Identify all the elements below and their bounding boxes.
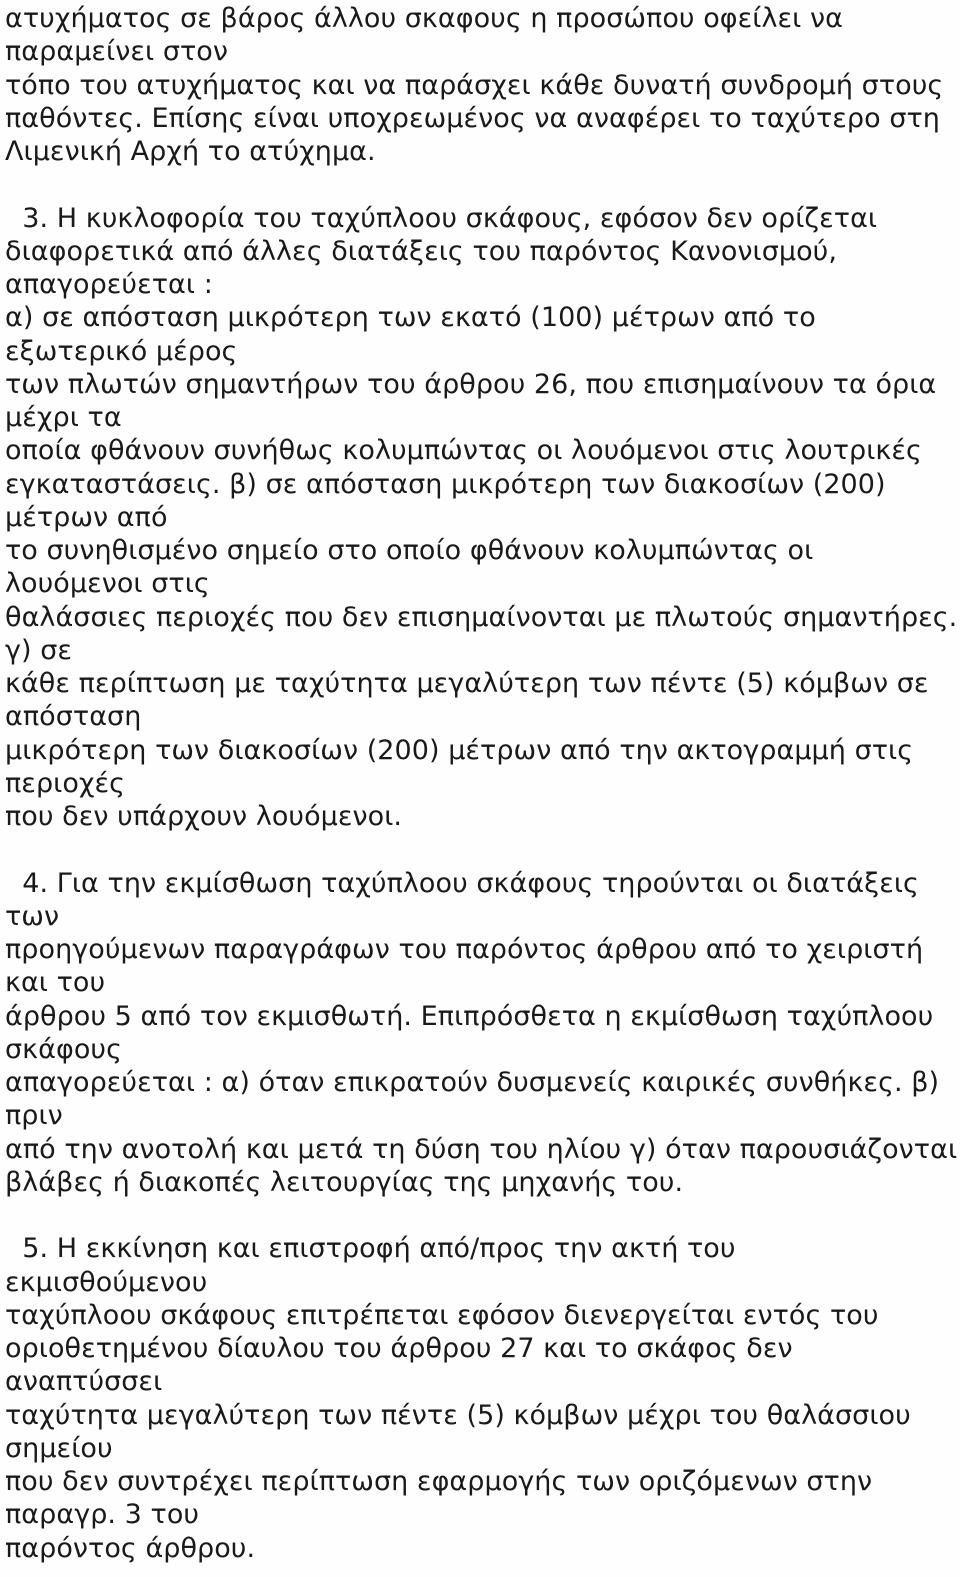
- text-line: από την ανοτολή και μετά τη δύση του ηλίου γ) όταν παρουσιάζονται: [5, 1133, 958, 1165]
- text-line: που δεν συντρέχει περίπτωση εφαρμογής των οριζόμενων στην: [5, 1466, 873, 1497]
- text-line: εκμισθούμενου: [5, 1266, 208, 1298]
- text-line: εγκαταστάσεις. β) σε απόσταση μικρότερη των διακοσίων (200): [5, 468, 886, 500]
- text-line: περιοχές: [5, 767, 126, 799]
- text-line: λουόμενοι στις: [5, 568, 210, 600]
- text-line: σημείου: [5, 1432, 113, 1464]
- text-line: Λιμενική Αρχή το ατύχημα.: [5, 136, 376, 167]
- paragraph-4-start: 4. Για την εκμίσθωση ταχύπλοου σκάφους τηρούνται οι διατάξεις: [5, 867, 919, 899]
- text-line: ατυχήματος σε βάρος άλλου σκαφους η προσώπου οφείλει να: [5, 3, 843, 34]
- text-line: σκάφους: [5, 1033, 122, 1065]
- text-line: εξωτερικό μέρος: [5, 335, 238, 367]
- text-line: οριοθετημένου δίαυλου του άρθρου 27 και το σκάφος δεν: [5, 1333, 793, 1364]
- text-line: ταχύπλοου σκάφους επιτρέπεται εφόσον διενεργείται εντός του: [5, 1299, 879, 1331]
- paragraph-spacer: [5, 168, 954, 201]
- text-line: παραμείνει στον: [5, 36, 229, 68]
- text-line: παραγρ. 3 του: [5, 1499, 200, 1531]
- paragraph-spacer: [5, 833, 954, 866]
- text-line: αναπτύσσει: [5, 1366, 163, 1398]
- text-line: οποία φθάνουν συνήθως κολυμπώντας οι λουόμενοι στις λουτρικές: [5, 435, 922, 467]
- text-line: προηγούμενων παραγράφων του παρόντος άρθρου από το χειριστή: [5, 934, 924, 965]
- text-line: παρόντος άρθρου.: [5, 1532, 256, 1564]
- text-line: παθόντες. Επίσης είναι υποχρεωμένος να αναφέρει το ταχύτερο στη: [5, 102, 940, 134]
- text-line: τόπο του ατυχήματος και να παράσχει κάθε δυνατή συνδρομή στους: [5, 69, 944, 101]
- text-line: απόσταση: [5, 701, 142, 733]
- text-line: ταχύτητα μεγαλύτερη των πέντε (5) κόμβων μέχρι του θαλάσσιου: [5, 1399, 911, 1431]
- paragraph-5-start: 5. Η εκκίνηση και επιστροφή από/προς την ακτή του: [5, 1233, 736, 1265]
- text-line: απαγορεύεται : α) όταν επικρατούν δυσμενείς καιρικές συνθήκες. β): [5, 1067, 940, 1098]
- text-line: των: [5, 900, 60, 932]
- text-line: που δεν υπάρχουν λουόμενοι.: [5, 801, 403, 832]
- text-line: μέχρι τα: [5, 402, 122, 433]
- text-line: το συνηθισμένο σημείο στο οποίο φθάνουν κολυμπώντας οι: [5, 535, 814, 566]
- text-line: μικρότερη των διακοσίων (200) μέτρων από την ακτογραμμή στις: [5, 734, 914, 766]
- text-line: κάθε περίπτωση με ταχύτητα μεγαλύτερη των πέντε (5) κόμβων σε: [5, 668, 929, 699]
- text-line: μέτρων από: [5, 501, 168, 533]
- paragraph-spacer: [5, 1199, 954, 1232]
- text-line: απαγορεύεται :: [5, 269, 213, 300]
- text-line: γ) σε: [5, 634, 73, 666]
- text-line: α) σε απόσταση μικρότερη των εκατό (100) μέτρων από το: [5, 302, 816, 334]
- text-line: πριν: [5, 1100, 63, 1132]
- text-line: άρθρου 5 από τον εκμισθωτή. Επιπρόσθετα η εκμίσθωση ταχύπλοου: [5, 1000, 934, 1032]
- paragraph-3-start: 3. Η κυκλοφορία του ταχύπλοου σκάφους, εφόσον δεν ορίζεται: [5, 202, 878, 234]
- text-line: βλάβες ή διακοπές λειτουργίας της μηχανής του.: [5, 1166, 684, 1198]
- text-line: θαλάσσιες περιοχές που δεν επισημαίνονται με πλωτούς σημαντήρες.: [5, 601, 958, 633]
- text-line: των πλωτών σημαντήρων του άρθρου 26, που επισημαίνουν τα όρια: [5, 368, 937, 400]
- text-line: και του: [5, 967, 106, 999]
- text-line: διαφορετικά από άλλες διατάξεις του παρόντος Κανονισμού,: [5, 235, 837, 267]
